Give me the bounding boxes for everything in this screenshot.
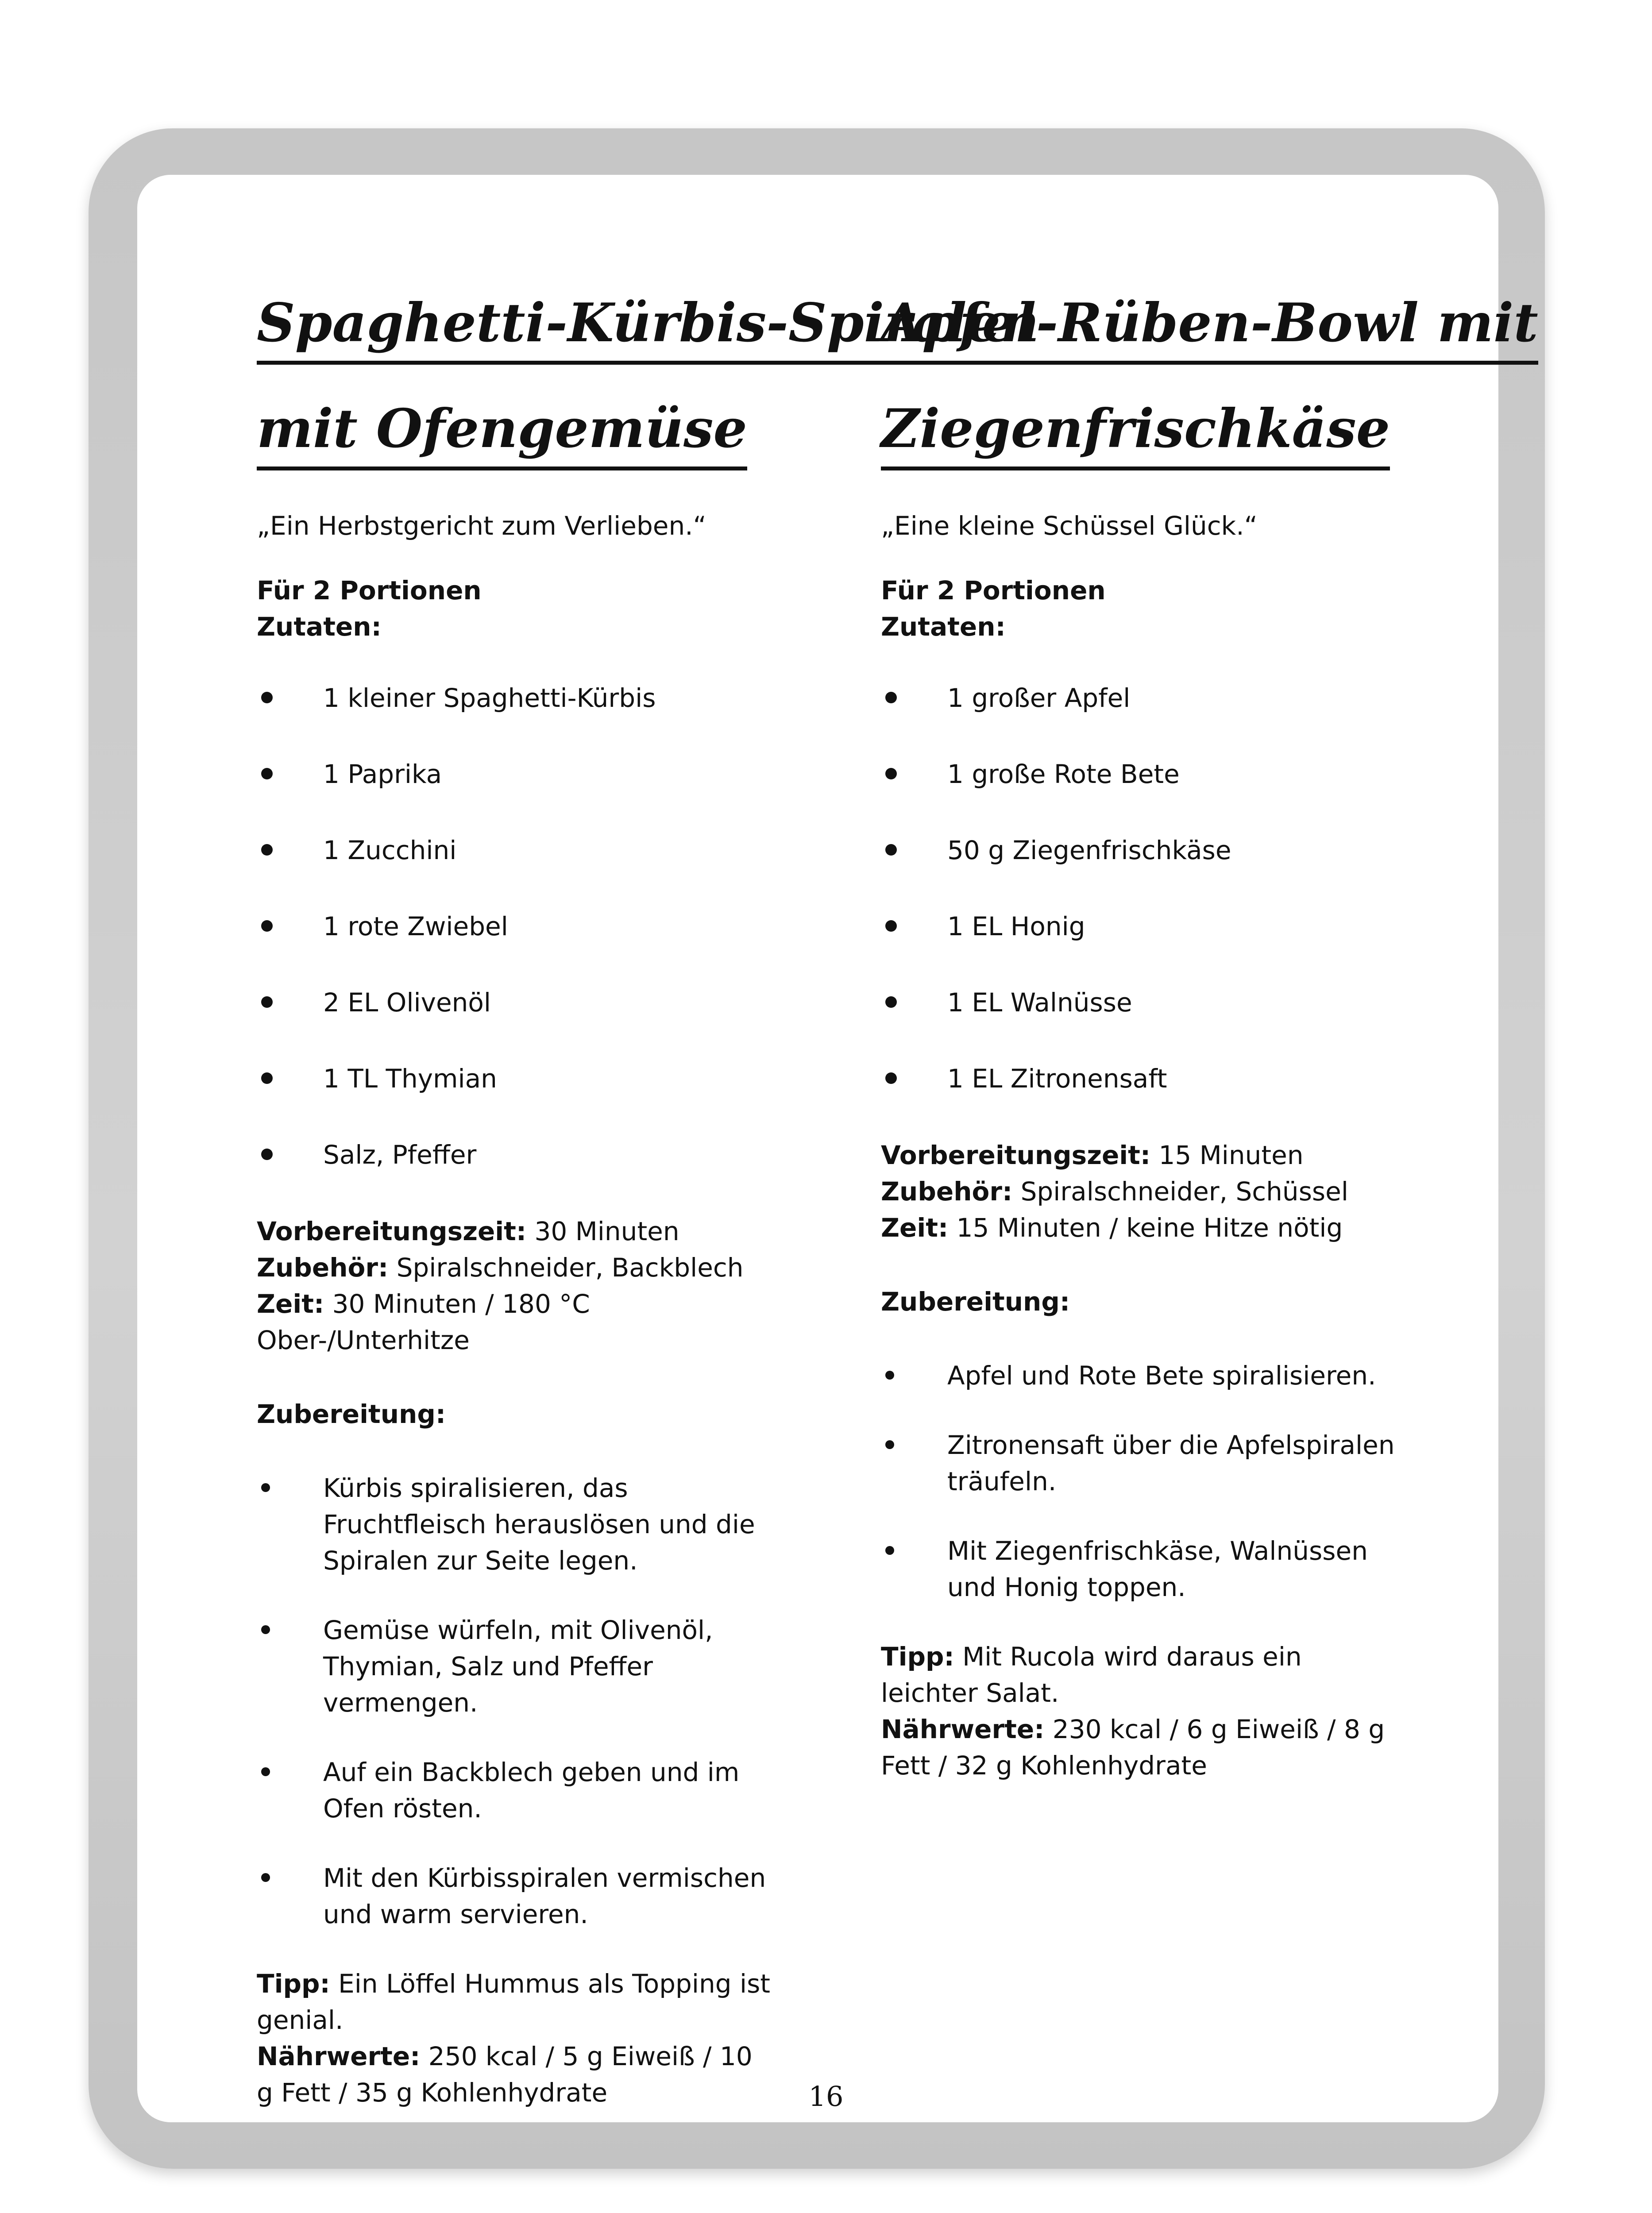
preparation-steps xyxy=(881,1357,1399,1605)
recipe-title-line: Ziegenfrischkäse xyxy=(881,391,1390,470)
prep-time-row xyxy=(257,1213,775,1249)
recipe-title-line: mit Ofengemüse xyxy=(257,391,747,470)
ingredient-item: 1 EL Zitronensaft xyxy=(881,1061,1399,1096)
preparation-steps xyxy=(257,1470,775,1932)
ingredient-item: Salz, Pfeffer xyxy=(257,1137,775,1172)
portions-label: Für 2 Portionen xyxy=(881,575,1106,605)
tip-row xyxy=(881,1639,1399,1711)
recipe-title xyxy=(257,277,1039,488)
preparation-step: Mit den Kürbisspiralen vermischen und warm servieren. xyxy=(257,1860,775,1932)
prep-time-value: 15 Minuten xyxy=(1150,1140,1304,1170)
recipe-title xyxy=(881,277,1538,488)
prep-time-row xyxy=(881,1137,1399,1173)
time-label: Zeit: xyxy=(257,1289,324,1319)
nutrition-value: 230 kcal / 6 g Eiweiß / 8 g Fett / 32 g Kohlenhydrate xyxy=(881,1714,1385,1781)
prep-time-value: 30 Minuten xyxy=(526,1216,679,1246)
tip-label: Tipp: xyxy=(257,1969,330,1999)
ingredients-list xyxy=(881,680,1399,1096)
ingredient-item: 1 große Rote Bete xyxy=(881,756,1399,792)
tools-value: Spiralschneider, Schüssel xyxy=(1012,1176,1348,1207)
ingredient-item: 1 EL Honig xyxy=(881,909,1399,944)
preparation-step: Mit Ziegenfrischkäse, Walnüssen und Honig toppen. xyxy=(881,1533,1399,1605)
prep-time-label: Vorbereitungszeit: xyxy=(257,1216,527,1246)
preparation-heading: Zubereitung: xyxy=(257,1399,446,1429)
tip-value: Mit Rucola wird daraus ein leichter Salat. xyxy=(881,1642,1302,1708)
preparation-step: Auf ein Backblech geben und im Ofen rösten. xyxy=(257,1754,775,1827)
ingredients-heading: Zutaten: xyxy=(257,612,382,642)
nutrition-value: 250 kcal / 5 g Eiweiß / 10 g Fett / 35 g Kohlenhydrate xyxy=(257,2041,753,2108)
preparation-step: Kürbis spiralisieren, das Fruchtfleisch herauslösen und die Spiralen zur Seite legen. xyxy=(257,1470,775,1579)
ingredient-item: 1 rote Zwiebel xyxy=(257,909,775,944)
tools-label: Zubehör: xyxy=(257,1253,389,1283)
tools-row xyxy=(881,1173,1399,1210)
time-row xyxy=(881,1210,1399,1246)
tools-label: Zubehör: xyxy=(881,1176,1013,1207)
nutrition-row xyxy=(881,1711,1399,1784)
tip-value: Ein Löffel Hummus als Topping ist genial. xyxy=(257,1969,771,2035)
portions-label: Für 2 Portionen xyxy=(257,575,482,605)
preparation-step: Zitronensaft über die Apfelspiralen träufeln. xyxy=(881,1427,1399,1500)
page-number: 16 xyxy=(808,2080,844,2113)
recipe-tagline: „Eine kleine Schüssel Glück.“ xyxy=(881,511,1258,541)
preparation-heading: Zubereitung: xyxy=(881,1287,1070,1317)
nutrition-label: Nährwerte: xyxy=(881,1714,1045,1744)
ingredient-item: 1 Zucchini xyxy=(257,833,775,868)
tools-value: Spiralschneider, Backblech xyxy=(388,1253,744,1283)
ingredient-item: 1 Paprika xyxy=(257,756,775,792)
time-value: 30 Minuten / 180 °C Ober-/Unterhitze xyxy=(257,1289,590,1355)
time-label: Zeit: xyxy=(881,1213,949,1243)
time-value: 15 Minuten / keine Hitze nötig xyxy=(948,1213,1343,1243)
recipe-info xyxy=(257,1213,775,1358)
page-sheet xyxy=(137,175,1538,2122)
ingredient-item: 1 TL Thymian xyxy=(257,1061,775,1096)
ingredients-list xyxy=(257,680,775,1172)
recipe-info xyxy=(881,1137,1399,1246)
page-frame xyxy=(89,128,1545,2169)
tip-row xyxy=(257,1966,775,2038)
preparation-step: Gemüse würfeln, mit Olivenöl, Thymian, Salz und Pfeffer vermengen. xyxy=(257,1612,775,1721)
tip-label: Tipp: xyxy=(881,1642,954,1672)
ingredient-item: 50 g Ziegenfrischkäse xyxy=(881,833,1399,868)
prep-time-label: Vorbereitungszeit: xyxy=(881,1140,1151,1170)
recipe-title-line: Spaghetti-Kürbis-Spiralen xyxy=(257,285,1039,365)
ingredient-item: 1 kleiner Spaghetti-Kürbis xyxy=(257,680,775,716)
ingredient-item: 2 EL Olivenöl xyxy=(257,985,775,1020)
preparation-step: Apfel und Rote Bete spiralisieren. xyxy=(881,1357,1399,1394)
ingredients-heading: Zutaten: xyxy=(881,612,1006,642)
tip-block xyxy=(881,1639,1399,1784)
ingredient-item: 1 EL Walnüsse xyxy=(881,985,1399,1020)
tools-row xyxy=(257,1249,775,1286)
time-row xyxy=(257,1286,775,1358)
recipe-column-right xyxy=(881,277,1538,1784)
nutrition-label: Nährwerte: xyxy=(257,2041,421,2071)
recipe-title-line: Apfel-Rüben-Bowl mit xyxy=(881,285,1538,365)
recipe-tagline: „Ein Herbstgericht zum Verlieben.“ xyxy=(257,511,706,541)
ingredient-item: 1 großer Apfel xyxy=(881,680,1399,716)
